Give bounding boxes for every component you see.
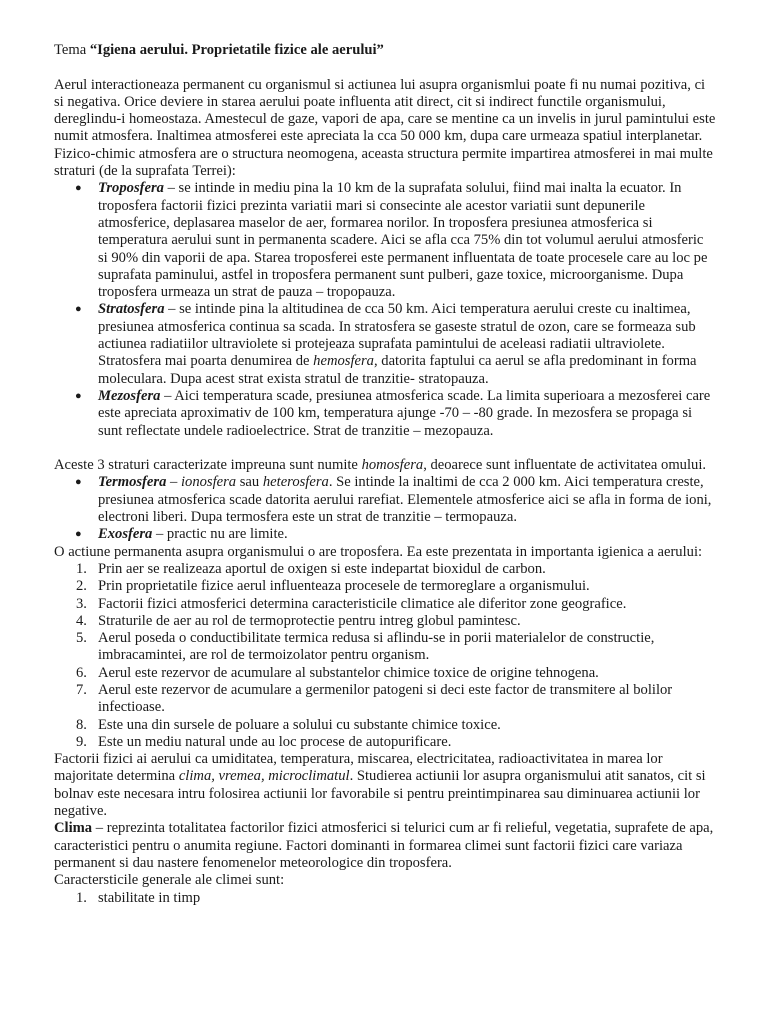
text-run: homosfera [361, 457, 424, 474]
list-number: 3. [76, 595, 87, 612]
list-item-text [98, 180, 707, 300]
list-item-text: Este un mediu natural unde au loc procese de autopurificare. [98, 733, 452, 750]
text-run: clima, vremea, microclimatul [178, 768, 350, 785]
text-run: – se intinde in mediu pina la 10 km de la suprafata solului, fiind mai inalta la ecuator. In troposfera factorii fizici prezinta variatii mari si consecinte ale acestor variatii sunt depunerile atmosferice, deplasarea maselor de aer, formarea norilor. In troposfera presiunea atmosferica si temperatura aerului sunt in permanenta scadere. Aici se afla cca 75% din tot volumul aerului atmosferic si 90% din vaporii de apa. Starea troposferei este permanent influentata de toate procesele care au loc pe suprafata paminului, astfel in troposfera permanent sunt pulberi, gaze toxice, microorganisme. Dupa troposfera urmeaza un strat de pauza – tropopauza. [98, 180, 708, 301]
list-number: 2. [76, 578, 87, 595]
text-run: – Aici temperatura scade, presiunea atmosferica scade. La limita superioara a mezosferei care este apreciata aproximativ de 100 km, temperatura ajunge -70 – -80 grade. In mezosfera se propaga si sunt reflectate undele radioelectrice. Strat de tranzitie – mezopauza. [98, 387, 711, 439]
upper-layers-list [54, 474, 716, 543]
text-run: – reprezinta totalitatea factorilor fizici atmosferici si telurici cum ar fi relieful, vegetatia, suprafete de apa, caracteristici pentru o anumita regiune. Factori dominanti in formarea climei sunt factorii fizici care variaza permanent si dau nastere fenomenelor meteorologice din troposfera. [54, 820, 714, 871]
blank-line [54, 440, 716, 457]
text-run: Stratosfera [98, 301, 165, 318]
list-item-text [98, 526, 288, 542]
list-number: 7. [76, 681, 87, 698]
title-text: “Igiena aerului. Proprietatile fizice ale aerului” [89, 42, 384, 58]
text-run: ionosfera [180, 474, 237, 491]
list-number: 6. [76, 664, 87, 681]
list-item-text: Prin proprietatile fizice aerul influenteaza procesele de termoreglare a organismului. [98, 578, 590, 595]
text-run: heterosfera [262, 474, 329, 491]
text-run: . Studierea actiunii lor asupra organismului atit sanatos, cit si bolnav este necesara intru folosirea actiunii lor favorabile si pentru preintimpinarea sau diminuarea actiunii lor negative. [54, 768, 706, 820]
text-run: Exosfera [98, 526, 153, 543]
blank-line [54, 59, 716, 76]
bullet-icon: ● [75, 476, 82, 489]
text-run: Troposfera [98, 180, 164, 197]
list-number: 5. [76, 630, 87, 647]
text-run: Aerul interactioneaza permanent cu organismul si actiunea lui asupra organismlui poate fi nu numai pozitiva, ci si negativa. Orice deviere in starea aerului poate influenta atit direct, cit si indirect functile organismului, dereglindu-i homeostaza. Amestecul de gaze, vapori de apa, care se mentine ca un invelis in jurul pamintului este numit atmosfera. Inaltimea atmosferei este apreciata la cca 50 000 km, dupa care urmeaza spatiul interplanetar. Fizico-chimic atmosfera are o structura neomogena, aceasta structura permite impartirea atmosferei in mai multe straturi (de la suprafata Terrei): [54, 76, 716, 180]
list-number: 8. [76, 716, 87, 733]
list-item [54, 890, 716, 907]
list-item-text: stabilitate in timp [98, 889, 201, 906]
text-run: Caractersticile generale ale climei sunt: [54, 872, 285, 889]
text-run: sau [236, 474, 263, 491]
list-number: 1. [76, 560, 87, 577]
climate-characteristics-heading [54, 872, 716, 889]
list-item-termosfera [54, 474, 716, 526]
list-item-text: Aerul poseda o conductibilitate termica redusa si aflindu-se in porii materialelor de constructie, imbracamintei, are rol de termoizolator pentru organism. [98, 630, 655, 664]
document-title [54, 42, 716, 59]
list-item [54, 578, 716, 595]
text-run: , datorita faptului ca aerul se afla predominant in forma moleculara. Dupa acest strat exista stratul de tranzitie- stratopauza. [98, 353, 697, 387]
list-item-text [98, 474, 711, 525]
text-run: – [166, 474, 181, 491]
list-number: 4. [76, 612, 87, 629]
list-item [54, 561, 716, 578]
list-item [54, 665, 716, 682]
homosfera-paragraph [54, 457, 716, 474]
list-number: 1. [76, 889, 87, 906]
list-item-text: Este una din sursele de poluare a solului cu substante chimice toxice. [98, 716, 501, 733]
text-run: Aceste 3 straturi caracterizate impreuna sunt numite [54, 457, 362, 474]
list-item [54, 630, 716, 665]
physical-factors-paragraph [54, 751, 716, 820]
troposfera-action-paragraph [54, 544, 716, 561]
list-item-text [98, 301, 697, 386]
list-number: 9. [76, 733, 87, 750]
text-run: O actiune permanenta asupra organismului o are troposfera. Ea este prezentata in importanta igienica a aerului: [54, 543, 703, 560]
document-body [54, 42, 716, 907]
bullet-icon: ● [75, 182, 82, 195]
list-item-text: Aerul este rezervor de acumulare a germenilor patogeni si deci este factor de transmitere al bolilor infectioase. [98, 681, 673, 716]
bullet-icon: ● [75, 303, 82, 316]
text-run: – practic nu are limite. [152, 526, 288, 543]
hygienic-importance-list [54, 561, 716, 751]
text-run: Mezosfera [98, 387, 161, 404]
text-run: Termosfera [98, 474, 167, 491]
clima-definition-paragraph [54, 820, 716, 872]
list-item-text [98, 388, 710, 439]
atmosphere-layers-list [54, 180, 716, 439]
list-item [54, 734, 716, 751]
list-item-mezosfera [54, 388, 716, 440]
list-item [54, 596, 716, 613]
intro-paragraph [54, 77, 716, 181]
text-run: , deoarece sunt influentate de activitatea omului. [423, 457, 707, 474]
list-item [54, 613, 716, 630]
text-run: . Se intinde la inaltimi de cca 2 000 km. Aici temperatura creste, presiunea atmosferica scade datorita aerului rarefiat. Elementele atmosferice aici se afla in forma de ioni, electroni liberi. Dupa termosfera este un strat de tranzitie – termopauza. [98, 474, 712, 526]
text-run: hemosfera [313, 353, 374, 370]
list-item-text: Prin aer se realizeaza aportul de oxigen si este indepartat bioxidul de carbon. [98, 560, 546, 577]
bullet-icon: ● [75, 528, 82, 541]
list-item [54, 682, 716, 717]
list-item-text: Factorii fizici atmosferici determina caracteristicile climatice ale diferitor zone geografice. [98, 595, 627, 612]
title-prefix: Tema [54, 42, 90, 58]
list-item-text: Aerul este rezervor de acumulare al substantelor chimice toxice de origine tehnogena. [98, 664, 599, 681]
list-item-exosfera [54, 526, 716, 543]
text-run: Factorii fizici ai aerului ca umiditatea, temperatura, miscarea, electricitatea, radioactivitatea in marea lor majoritate determina [54, 751, 663, 785]
list-item-stratosfera [54, 301, 716, 387]
climate-characteristics-list [54, 890, 716, 907]
text-run: – se intinde pina la altitudinea de cca 50 km. Aici temperatura aerului creste cu inaltimea, presiunea atmosferica continua sa scada. In stratosfera se gaseste stratul de ozon, care se formeaza sub actiunea radiatiilor ultraviolete si protejeaza suprafata pamintului de aceleasi radiatii ultraviolete. Stratosfera mai poarta denumirea de [98, 301, 696, 370]
list-item-text: Straturile de aer au rol de termoprotectie pentru intreg globul pamintesc. [98, 612, 521, 629]
list-item-troposfera [54, 180, 716, 301]
bullet-icon: ● [75, 389, 82, 402]
list-item [54, 717, 716, 734]
text-run: Clima [54, 820, 93, 837]
